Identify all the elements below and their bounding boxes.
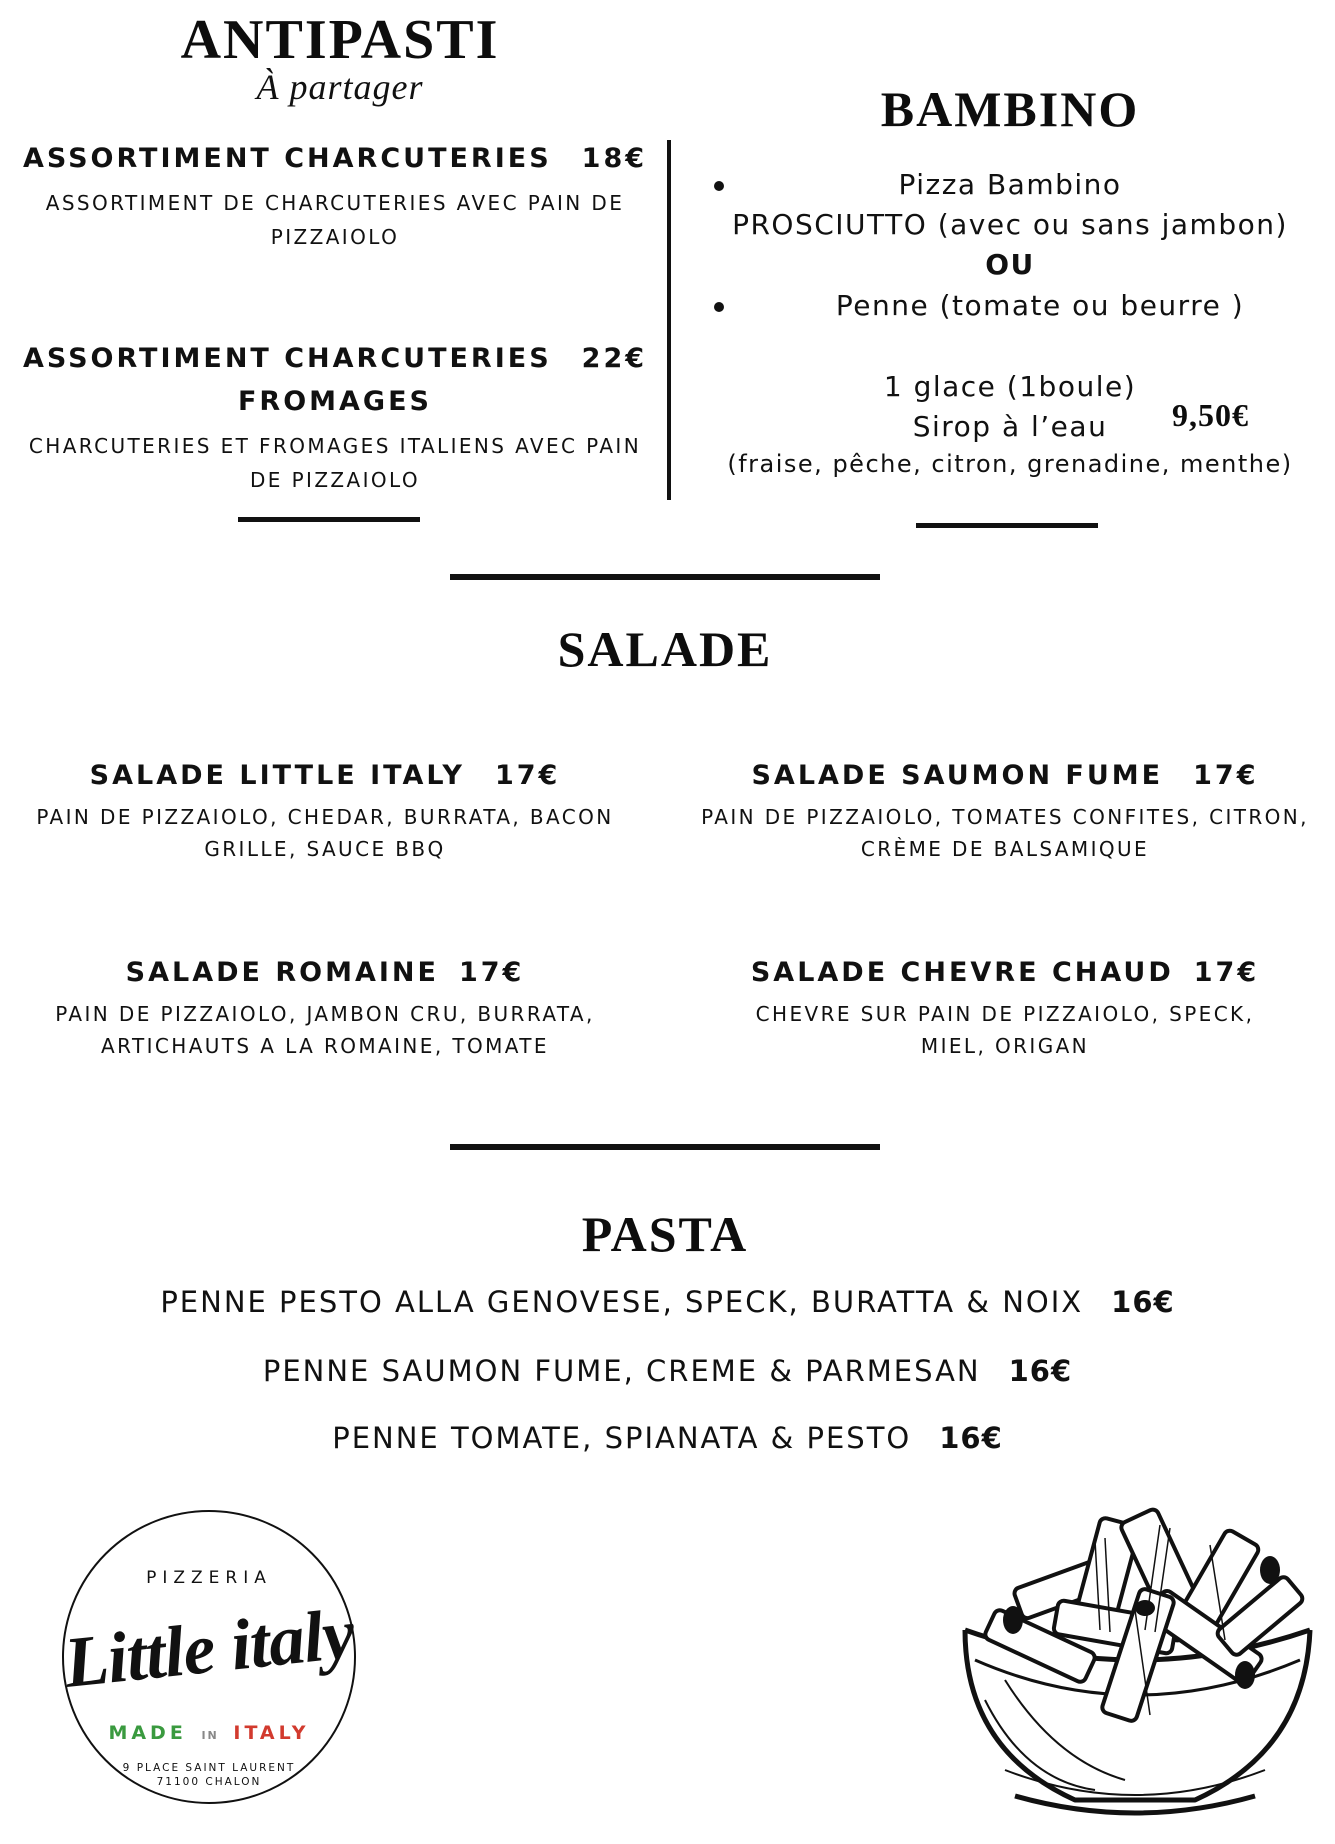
pasta-item: PENNE PESTO ALLA GENOVESE, SPECK, BURATTA & NOIX 16€ [160, 1285, 1175, 1319]
item-title: ASSORTIMENT CHARCUTERIES 18€ [22, 143, 648, 174]
salade-item-3 [20, 957, 630, 1062]
bambino-line: (fraise, pêche, citron, grenadine, menthe) [727, 450, 1293, 478]
item-title: SALADE CHEVRE CHAUD 17€ [750, 957, 1260, 988]
section-divider [450, 574, 880, 580]
pasta-bowl-icon [945, 1500, 1325, 1830]
logo-script-text: Little italy [60, 1593, 358, 1703]
logo-address-line2: 71100 CHALON [156, 1776, 262, 1788]
antipasti-subtitle: À partager [256, 67, 424, 107]
pasta-title: PASTA [581, 1206, 749, 1262]
salade-item-4 [690, 957, 1320, 1062]
salade-title: SALADE [557, 621, 773, 677]
pasta-item: PENNE SAUMON FUME, CREME & PARMESAN 16€ [262, 1354, 1073, 1388]
pizzeria-logo [62, 1510, 356, 1804]
logo-pizzeria-text: PIZZERIA [146, 1568, 272, 1588]
item-title: SALADE SAUMON FUME 17€ [751, 760, 1259, 791]
item-description: ASSORTIMENT DE CHARCUTERIES AVEC PAIN DE PIZZAIOLO [45, 191, 625, 249]
item-description: PAIN DE PIZZAIOLO, TOMATES CONFITES, CITRON, CRÈME DE BALSAMIQUE [701, 805, 1309, 861]
bullet [714, 302, 724, 312]
divider [238, 517, 420, 522]
bambino-line: Penne (tomate ou beurre ) [835, 289, 1245, 322]
antipasti-item-1 [20, 143, 650, 254]
antipasti-title: ANTIPASTI [180, 9, 500, 71]
item-description: CHARCUTERIES ET FROMAGES ITALIENS AVEC PAIN DE PIZZAIOLO [28, 434, 642, 492]
bambino-line: 1 glace (1boule) [883, 370, 1137, 403]
logo-address-line1: 9 PLACE SAINT LAURENT [122, 1762, 296, 1774]
logo-made-in-italy: MADE IN ITALY [108, 1722, 310, 1744]
bambino-title: BAMBINO [880, 81, 1140, 137]
bambino-line: PROSCIUTTO (avec ou sans jambon) [732, 208, 1288, 241]
item-title: SALADE ROMAINE 17€ [125, 957, 525, 988]
item-description: PAIN DE PIZZAIOLO, CHEDAR, BURRATA, BACON GRILLE, SAUCE BBQ [36, 805, 614, 861]
pasta-item: PENNE TOMATE, SPIANATA & PESTO 16€ [332, 1421, 1003, 1455]
item-description: PAIN DE PIZZAIOLO, JAMBON CRU, BURRATA, ARTICHAUTS A LA ROMAINE, TOMATE [55, 1002, 595, 1058]
bambino-line: Sirop à l’eau [912, 410, 1108, 443]
item-description: CHEVRE SUR PAIN DE PIZZAIOLO, SPECK, MIEL, ORIGAN [755, 1002, 1255, 1058]
item-title: ASSORTIMENT CHARCUTERIES 22€ [22, 343, 648, 374]
divider [916, 523, 1098, 528]
salade-item-2 [690, 760, 1320, 865]
bambino-line: Pizza Bambino [898, 168, 1122, 201]
section-divider [450, 1144, 880, 1150]
item-title: SALADE LITTLE ITALY 17€ [89, 760, 561, 791]
bambino-or: OU [985, 248, 1035, 281]
item-title-line2: FROMAGES [237, 386, 432, 417]
bullet [714, 181, 724, 191]
column-divider [667, 140, 671, 500]
antipasti-item-2 [20, 343, 650, 497]
salade-item-1 [20, 760, 630, 865]
bambino-price: 9,50€ [1172, 397, 1249, 433]
